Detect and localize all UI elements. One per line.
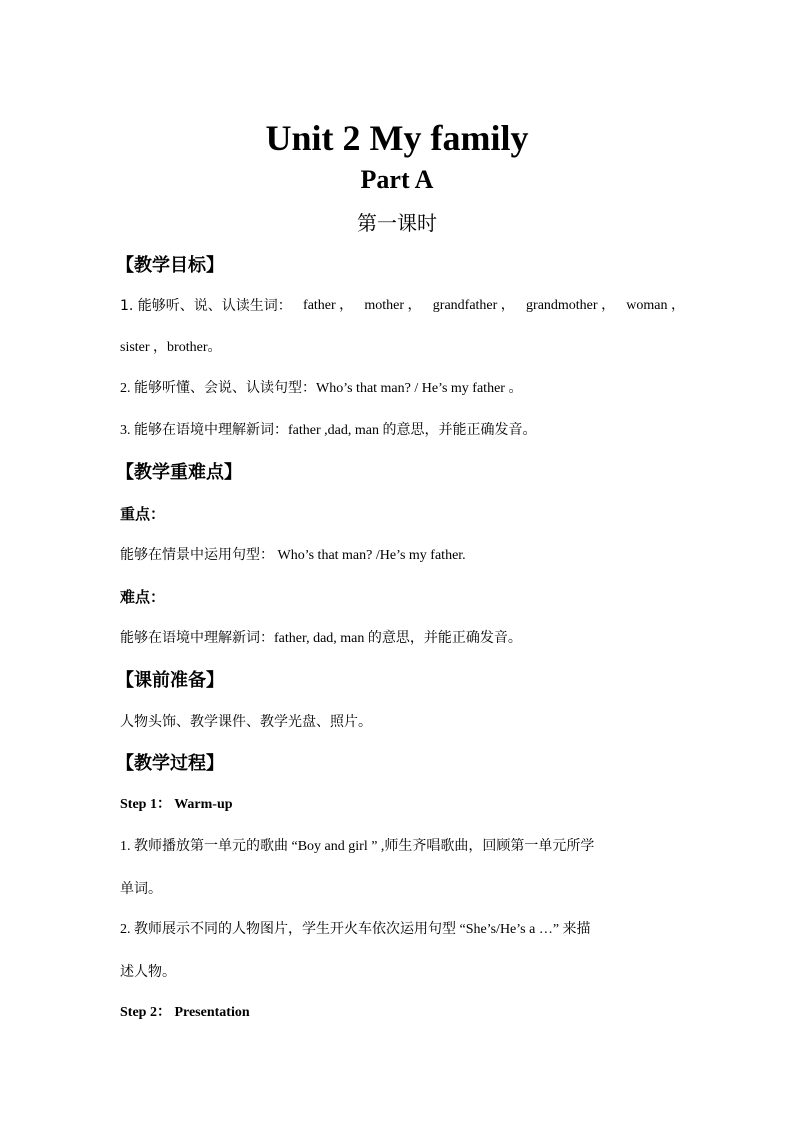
focus-text: 能够在情景中运用句型： Who’s that man? /He’s my father.: [120, 548, 466, 563]
page-title: Unit 2 My family: [265, 118, 529, 158]
difficulty-label: 难点：: [120, 588, 166, 606]
objective-item-2: 2. 能够听懂、会说、认读句型：Who’s that man? / He’s my father 。: [120, 381, 523, 396]
objective-item-3: 3. 能够在语境中理解新词：father ,dad, man 的意思，并能正确发音。: [120, 423, 537, 438]
step-1-item-1-line-2: 单词。: [120, 881, 162, 897]
objective-item-1-line-2: sister ，brother。: [120, 340, 222, 355]
process-heading: 【教学过程】: [116, 753, 224, 774]
preparation-heading: 【课前准备】: [116, 670, 224, 691]
difficulty-text: 能够在语境中理解新词：father, dad, man 的意思，并能正确发音。: [120, 631, 522, 646]
step-2-heading: Step 2： Presentation: [120, 1005, 250, 1020]
step-1-item-2-line-1: 2. 教师展示不同的人物图片，学生开火车依次运用句型 “She’s/He’s a …” 来描: [120, 922, 591, 937]
lesson-label: 第一课时: [357, 211, 437, 235]
key-points-heading: 【教学重难点】: [116, 462, 242, 483]
page-subtitle: Part A: [360, 165, 434, 194]
vocab-word: father ，: [303, 298, 354, 313]
vocab-word: mother ，: [364, 298, 422, 313]
preparation-text: 人物头饰、教学课件、教学光盘、照片。: [120, 714, 372, 730]
vocab-word: grandfather ，: [432, 298, 515, 313]
step-1-item-2-line-2: 述人物。: [120, 964, 176, 980]
objective-item-1-line-1: [120, 296, 685, 316]
vocab-word: woman ，: [626, 298, 685, 313]
step-1-heading: Step 1： Warm-up: [120, 797, 233, 812]
focus-label: 重点：: [120, 505, 166, 523]
objectives-heading: 【教学目标】: [116, 255, 224, 276]
objective-item-1-prefix: 1. 能够听、说、认读生词：: [120, 298, 292, 314]
step-1-item-1-line-1: 1. 教师播放第一单元的歌曲 “Boy and girl ” ,师生齐唱歌曲，回顾第一单元所学: [120, 839, 595, 854]
vocab-word: grandmother ，: [526, 298, 616, 313]
